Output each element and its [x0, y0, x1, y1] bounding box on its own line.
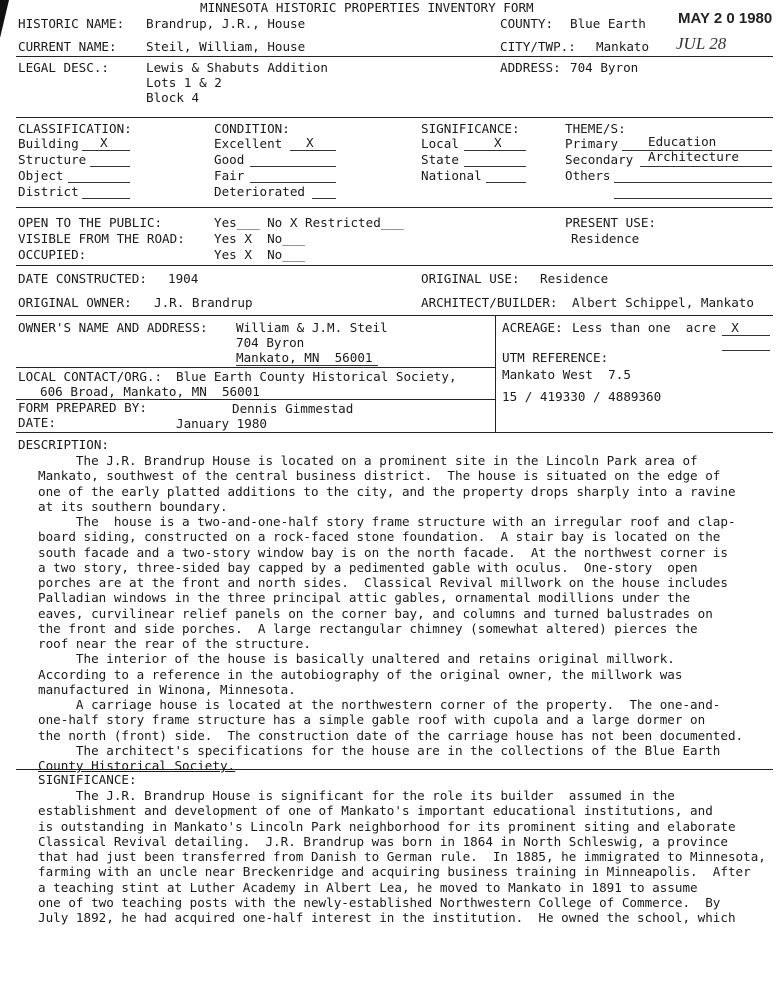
theme-primary-value: Education — [648, 134, 717, 149]
description-line: a two story, three-sided bay capped by a pedimented gable with oculus. One-story open — [38, 559, 698, 575]
corner-mark — [0, 0, 9, 38]
significance-label: SIGNIFICANCE: — [38, 772, 137, 787]
acreage-value: Less than one acre X — [572, 320, 739, 335]
county-value: Blue Earth — [570, 16, 646, 31]
theme-secondary-label: Secondary — [565, 152, 634, 167]
description-line: at its southern boundary. — [38, 498, 228, 514]
historic-name-value: Brandrup, J.R., House — [146, 16, 306, 31]
significance-line: one of two teaching posts with the newly-established Northwestern College of Commerce. By — [38, 894, 721, 910]
address-label: ADDRESS: — [500, 60, 561, 75]
prepared-by-label: FORM PREPARED BY: — [18, 400, 147, 415]
condition-label: CONDITION: — [214, 121, 290, 136]
acreage-label: ACREAGE: — [502, 320, 563, 335]
description-line: board siding, constructed on a rock-faced stone foundation. A stair bay is located on the — [38, 529, 721, 545]
utm-label: UTM REFERENCE: — [502, 350, 609, 365]
received-date-stamp: MAY 2 0 1980 — [678, 10, 773, 27]
legal-desc-line-2: Lots 1 & 2 — [146, 75, 222, 90]
historic-name-label: HISTORIC NAME: — [18, 16, 125, 31]
class-building: Building — [18, 136, 79, 151]
occupied-value: Yes X No___ — [214, 247, 305, 262]
description-line: roof near the rear of the structure. — [38, 636, 311, 651]
class-object: Object — [18, 168, 64, 183]
owner-line-2: 704 Byron — [236, 335, 305, 350]
cond-fair: Fair — [214, 168, 245, 183]
address-value: 704 Byron — [570, 60, 639, 75]
description-line: The J.R. Brandrup House is located on a prominent site in the Lincoln Park area of — [38, 453, 698, 468]
owner-label: OWNER'S NAME AND ADDRESS: — [18, 320, 208, 335]
legal-desc-line-3: Block 4 — [146, 90, 200, 105]
city-label: CITY/TWP.: — [500, 39, 576, 54]
visible-road-label: VISIBLE FROM THE ROAD: — [18, 231, 185, 246]
significance-line: establishment and development of one of Mankato's important educational institutions, and — [38, 803, 713, 819]
visible-road-value: Yes X No___ — [214, 231, 305, 246]
description-line: Mankato, southwest of the central business district. The house is situated on the edge of — [38, 468, 721, 484]
present-use-value: Residence — [571, 231, 640, 246]
cond-excellent: Excellent — [214, 136, 283, 151]
contact-label: LOCAL CONTACT/ORG.: — [18, 369, 163, 384]
themes-label: THEME/S: — [565, 121, 626, 136]
owner-line-3: Mankato, MN 56001 — [236, 350, 373, 365]
significance-box-label: SIGNIFICANCE: — [421, 121, 520, 136]
description-line: south facade and a two-story window bay is on the north facade. At the northwest corner is — [38, 544, 728, 560]
description-line: porches are at the front and north sides. Classical Revival millwork on the house includes — [38, 575, 728, 590]
form-title: MINNESOTA HISTORIC PROPERTIES INVENTORY FORM — [200, 0, 534, 15]
description-body — [38, 453, 773, 773]
original-owner-label: ORIGINAL OWNER: — [18, 295, 132, 310]
description-line: The architect's specifications for the house are in the collections of the Blue Earth — [38, 742, 721, 758]
legal-desc-line-1: Lewis & Shabuts Addition — [146, 60, 328, 75]
description-line: eaves, curvilinear relief panels on the corner bay, and columns and turned balustrades on — [38, 605, 713, 621]
description-line: one of the early platted additions to the city, and the property drops sharply into a ravine — [38, 483, 736, 499]
original-use-value: Residence — [540, 271, 609, 286]
date-constructed-label: DATE CONSTRUCTED: — [18, 271, 147, 286]
present-use-label: PRESENT USE: — [565, 215, 656, 230]
significance-body — [38, 788, 773, 925]
description-line: the north (front) side. The construction date of the carriage house has not been documented. — [38, 727, 744, 743]
significance-line: that had just been transferred from Danish to German rule. In 1885, he immigrated to Minnesota, — [38, 849, 766, 864]
significance-line: a teaching stint at Luther Academy in Albert Lea, he moved to Mankato in 1891 to assume — [38, 879, 698, 895]
original-use-label: ORIGINAL USE: — [421, 271, 520, 286]
description-line: The house is a two-and-one-half story frame structure with an irregular roof and clap- — [38, 514, 736, 529]
contact-line-2: 606 Broad, Mankato, MN 56001 — [40, 384, 260, 399]
current-name-label: CURRENT NAME: — [18, 39, 117, 54]
date-label: DATE: — [18, 415, 56, 430]
classification-label: CLASSIFICATION: — [18, 121, 132, 136]
sig-national: National — [421, 168, 482, 183]
architect-value: Albert Schippel, Mankato — [572, 295, 754, 310]
owner-line-1: William & J.M. Steil — [236, 320, 388, 335]
sig-local-mark: X — [494, 135, 502, 150]
class-structure: Structure — [18, 152, 87, 167]
cond-good: Good — [214, 152, 245, 167]
utm-coords: 15 / 419330 / 4889360 — [502, 389, 662, 404]
county-label: COUNTY: — [500, 16, 554, 31]
description-line: Palladian windows in the three principal attic gables, ornamental modillions under the — [38, 590, 691, 606]
date-constructed-value: 1904 — [168, 271, 199, 286]
description-line: County Historical Society. — [38, 758, 236, 773]
significance-line: Classical Revival detailing. J.R. Brandrup was born in 1864 in North Schleswig, a province — [38, 833, 728, 849]
prepared-by-value: Dennis Gimmestad — [232, 401, 354, 416]
current-name-value: Steil, William, House — [146, 39, 306, 54]
description-line: the front and side porches. A large rectangular chimney (somewhat altered) pierces the — [38, 620, 698, 636]
legal-desc-label: LEGAL DESC.: — [18, 60, 109, 75]
open-public-label: OPEN TO THE PUBLIC: — [18, 215, 163, 230]
cond-excellent-mark: X — [306, 135, 314, 150]
theme-secondary-value: Architecture — [648, 149, 739, 164]
theme-primary-label: Primary — [565, 136, 619, 151]
class-district: District — [18, 184, 79, 199]
description-label: DESCRIPTION: — [18, 437, 109, 452]
handwritten-date: JUL 28 — [676, 34, 727, 53]
open-public-value: Yes___ No X Restricted___ — [214, 215, 404, 230]
date-value: January 1980 — [176, 416, 267, 431]
architect-label: ARCHITECT/BUILDER: — [421, 295, 558, 310]
theme-others-label: Others — [565, 168, 611, 183]
description-line: A carriage house is located at the northwestern corner of the property. The one-and- — [38, 697, 721, 712]
city-value: Mankato — [596, 39, 650, 54]
description-line: According to a reference in the autobiography of the original owner, the millwork was — [38, 666, 683, 682]
significance-line: is outstanding in Mankato's Lincoln Park neighborhood for its prominent siting and elaborate — [38, 818, 736, 834]
class-building-mark: X — [100, 135, 108, 150]
utm-quad: Mankato West 7.5 — [502, 367, 631, 382]
contact-line-1: Blue Earth County Historical Society, — [176, 369, 457, 384]
sig-state: State — [421, 152, 459, 167]
significance-line: farming with an uncle near Breckenridge and acquiring business training in Minneapolis. After — [38, 864, 751, 880]
description-line: one-half story frame structure has a simple gable roof with cupola and a large dormer on — [38, 712, 706, 728]
significance-line: The J.R. Brandrup House is significant for the role its builder assumed in the — [38, 788, 675, 803]
sig-local: Local — [421, 136, 459, 151]
occupied-label: OCCUPIED: — [18, 247, 87, 262]
cond-deteriorated: Deteriorated — [214, 184, 305, 199]
description-line: The interior of the house is basically unaltered and retains original millwork. — [38, 651, 675, 667]
description-line: manufactured in Winona, Minnesota. — [38, 681, 296, 697]
original-owner-value: J.R. Brandrup — [154, 295, 253, 310]
significance-line: July 1892, he had acquired one-half interest in the institution. He owned the school, which — [38, 910, 736, 925]
